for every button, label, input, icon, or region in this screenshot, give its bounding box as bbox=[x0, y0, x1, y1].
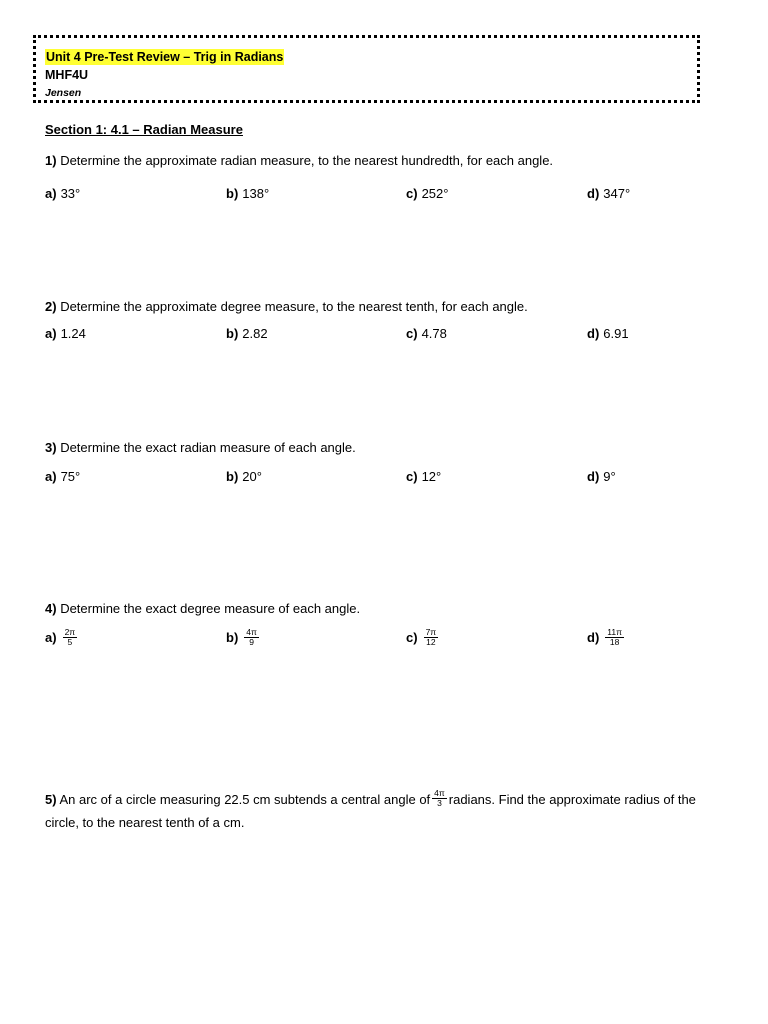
answer-value: 12° bbox=[421, 469, 442, 484]
answer-value: 1.24 bbox=[60, 326, 86, 341]
fraction-numerator: 7π bbox=[425, 627, 437, 637]
answer-value: 4.78 bbox=[421, 326, 447, 341]
fraction bbox=[432, 789, 447, 808]
answer-b bbox=[226, 185, 269, 202]
answer-label: a) bbox=[45, 326, 57, 341]
fraction bbox=[605, 628, 624, 647]
question-5 bbox=[45, 788, 725, 834]
fraction-denominator: 5 bbox=[67, 637, 73, 647]
answer-value: 33° bbox=[60, 186, 81, 201]
header-box bbox=[33, 35, 700, 103]
answer-label: d) bbox=[587, 630, 600, 645]
answer-label: d) bbox=[587, 186, 600, 201]
answer-b bbox=[226, 628, 259, 647]
answer-d bbox=[587, 628, 624, 647]
answer-label: d) bbox=[587, 469, 600, 484]
answer-a bbox=[45, 628, 77, 647]
answer-c bbox=[406, 185, 448, 202]
fraction bbox=[424, 628, 439, 647]
fraction-numerator: 2π bbox=[64, 627, 76, 637]
question-3 bbox=[45, 439, 356, 456]
answer-value: 6.91 bbox=[603, 326, 629, 341]
answer-value: 2.82 bbox=[242, 326, 268, 341]
answer-label: a) bbox=[45, 186, 57, 201]
fraction-denominator: 3 bbox=[437, 798, 442, 809]
question-number: 3) bbox=[45, 440, 57, 455]
fraction bbox=[244, 628, 259, 647]
answers-row-1 bbox=[45, 185, 725, 209]
answer-label: c) bbox=[406, 186, 418, 201]
answer-label: d) bbox=[587, 326, 600, 341]
answer-label: b) bbox=[226, 630, 239, 645]
answer-label: a) bbox=[45, 469, 57, 484]
answer-label: b) bbox=[226, 326, 239, 341]
fraction-numerator: 4π bbox=[434, 788, 445, 799]
question-1 bbox=[45, 152, 553, 169]
answer-value: 252° bbox=[421, 186, 449, 201]
answer-d bbox=[587, 185, 630, 202]
fraction-numerator: 4π bbox=[246, 627, 257, 637]
fraction-denominator: 12 bbox=[426, 637, 436, 647]
answer-a bbox=[45, 325, 86, 342]
question-text: Determine the exact radian measure of each angle. bbox=[60, 440, 356, 455]
question-text: Determine the exact degree measure of each angle. bbox=[60, 601, 361, 616]
question-text: Determine the approximate radian measure, to the nearest hundredth, for each angle. bbox=[60, 153, 554, 168]
question-4 bbox=[45, 600, 360, 617]
answer-a bbox=[45, 185, 80, 202]
question-number: 1) bbox=[45, 153, 57, 168]
question-number: 2) bbox=[45, 299, 57, 314]
answers-row-2 bbox=[45, 325, 725, 349]
fraction-numerator: 11π bbox=[607, 627, 622, 637]
answer-label: b) bbox=[226, 469, 239, 484]
answer-value: 9° bbox=[603, 469, 616, 484]
fraction-denominator: 18 bbox=[609, 637, 620, 647]
answer-label: c) bbox=[406, 630, 418, 645]
answers-row-4 bbox=[45, 628, 725, 652]
answer-label: a) bbox=[45, 630, 57, 645]
answer-c bbox=[406, 325, 447, 342]
course-code: MHF4U bbox=[45, 68, 89, 82]
answer-b bbox=[226, 325, 268, 342]
answer-label: c) bbox=[406, 326, 418, 341]
answer-value: 138° bbox=[242, 186, 270, 201]
section-title: Section 1: 4.1 – Radian Measure bbox=[45, 122, 243, 137]
answer-label: b) bbox=[226, 186, 239, 201]
answer-d bbox=[587, 468, 616, 485]
question-2 bbox=[45, 298, 528, 315]
author-name: Jensen bbox=[45, 87, 82, 99]
answer-a bbox=[45, 468, 80, 485]
answers-row-3 bbox=[45, 468, 725, 492]
answer-label: c) bbox=[406, 469, 418, 484]
question-number: 4) bbox=[45, 601, 57, 616]
answer-d bbox=[587, 325, 629, 342]
fraction-denominator: 9 bbox=[249, 637, 254, 647]
fraction bbox=[63, 628, 78, 647]
answer-value: 75° bbox=[60, 469, 81, 484]
question-text-after: radians. Find the approximate radius of the circle, to the nearest tenth of a cm. bbox=[45, 792, 696, 830]
answer-c bbox=[406, 628, 438, 647]
question-text: Determine the approximate degree measure, to the nearest tenth, for each angle. bbox=[60, 299, 528, 314]
question-text-before: An arc of a circle measuring 22.5 cm subtends a central angle of bbox=[59, 792, 431, 807]
answer-b bbox=[226, 468, 262, 485]
answer-value: 20° bbox=[242, 469, 262, 484]
worksheet-title: Unit 4 Pre-Test Review – Trig in Radians bbox=[46, 50, 284, 64]
answer-c bbox=[406, 468, 441, 485]
question-number: 5) bbox=[45, 792, 57, 807]
answer-value: 347° bbox=[603, 186, 631, 201]
